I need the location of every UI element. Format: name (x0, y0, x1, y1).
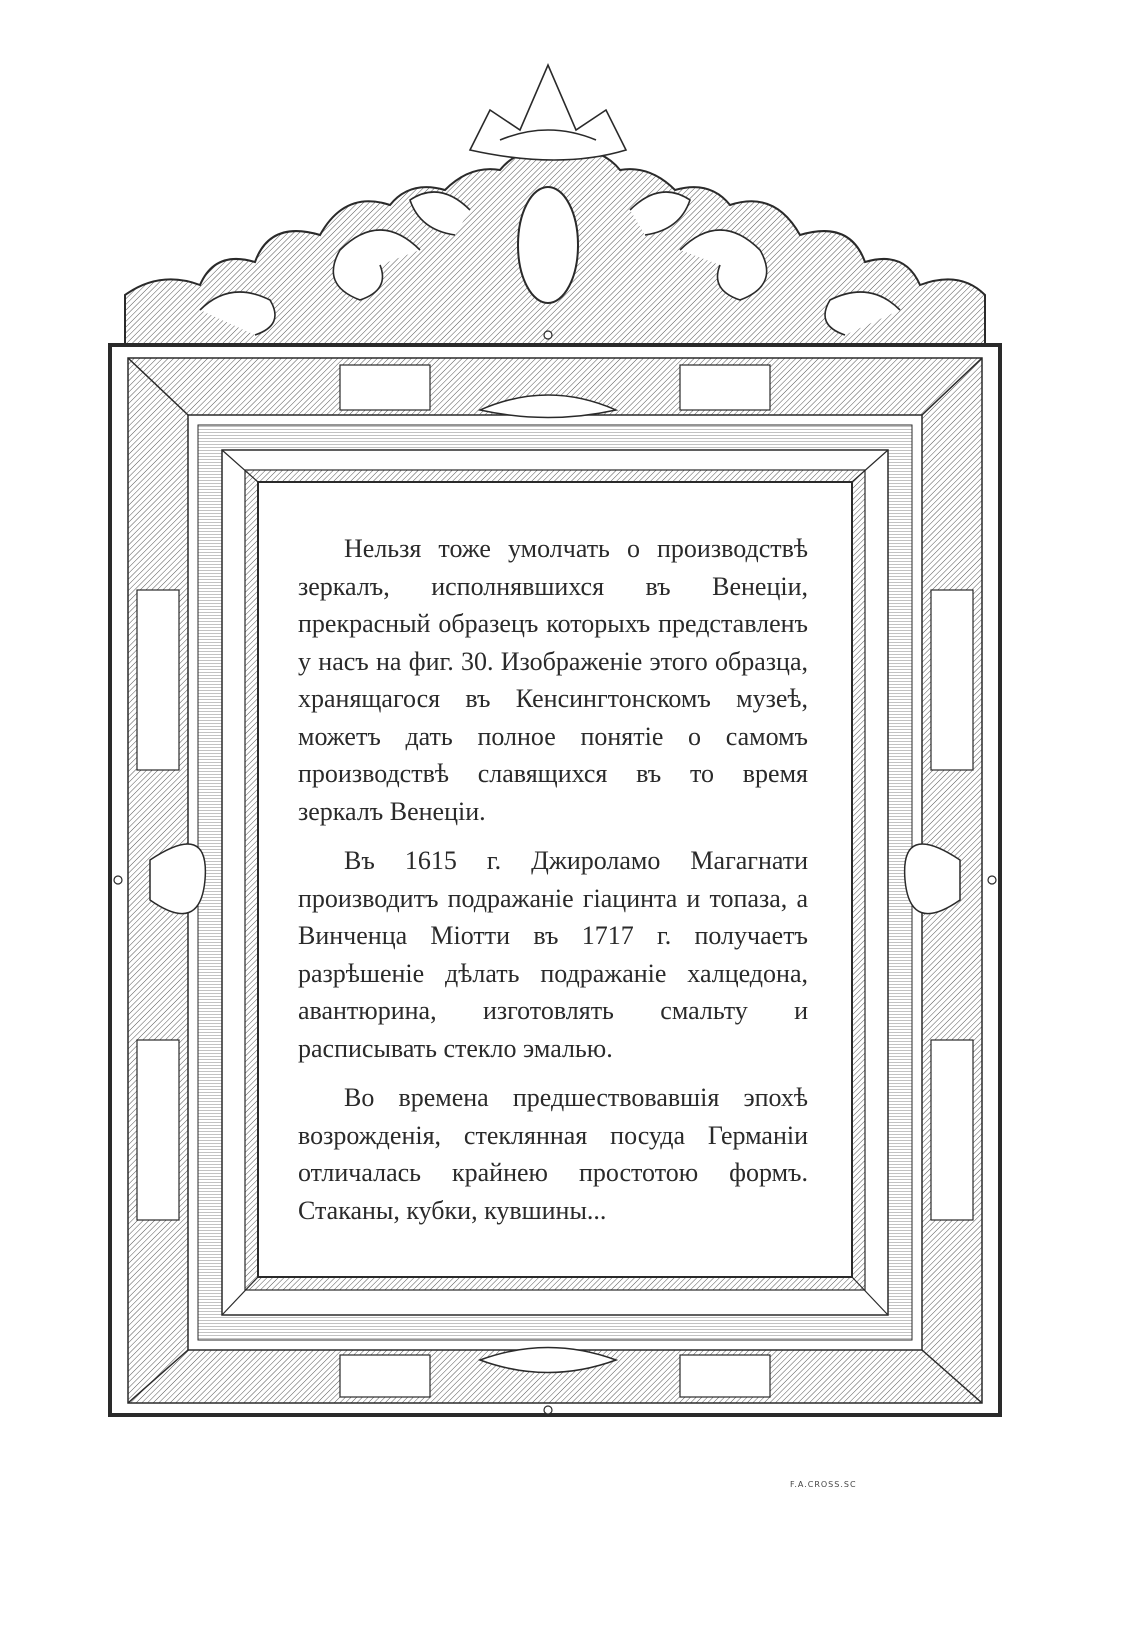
paragraph-german-glassware: Во времена предшествовавшія эпохѣ возрожденія, стеклянная посуда Германіи отличалась крайнею простотою формъ. Стаканы, кубки, кувшины... (298, 1083, 808, 1225)
paragraph-venetian-mirrors: Нельзя тоже умолчать о производствѣ зеркалъ, исполнявшихся въ Венеціи, прекрасный образецъ которыхъ представленъ у насъ на фиг. 30. Изображеніе этого образца, хранящагося въ Кенсингтонскомъ музеѣ, можетъ дать полное понятіе о самомъ производствѣ славящихся въ то время зеркалъ Венеціи. (298, 534, 808, 826)
engraver-signature: F.A.CROSS.SC (790, 1480, 857, 1489)
mirror-text-panel (298, 530, 808, 1230)
paragraph-1615-imitations: Въ 1615 г. Джироламо Магагнати производитъ подражаніе гіацинта и топаза, а Винченца Міотти въ 1717 г. получаетъ разрѣшеніе дѣлать подражаніе халцедона, авантюрина, изготовлять смальту и расписывать стекло эмалью. (298, 846, 808, 1063)
crest-ornament (120, 65, 990, 345)
